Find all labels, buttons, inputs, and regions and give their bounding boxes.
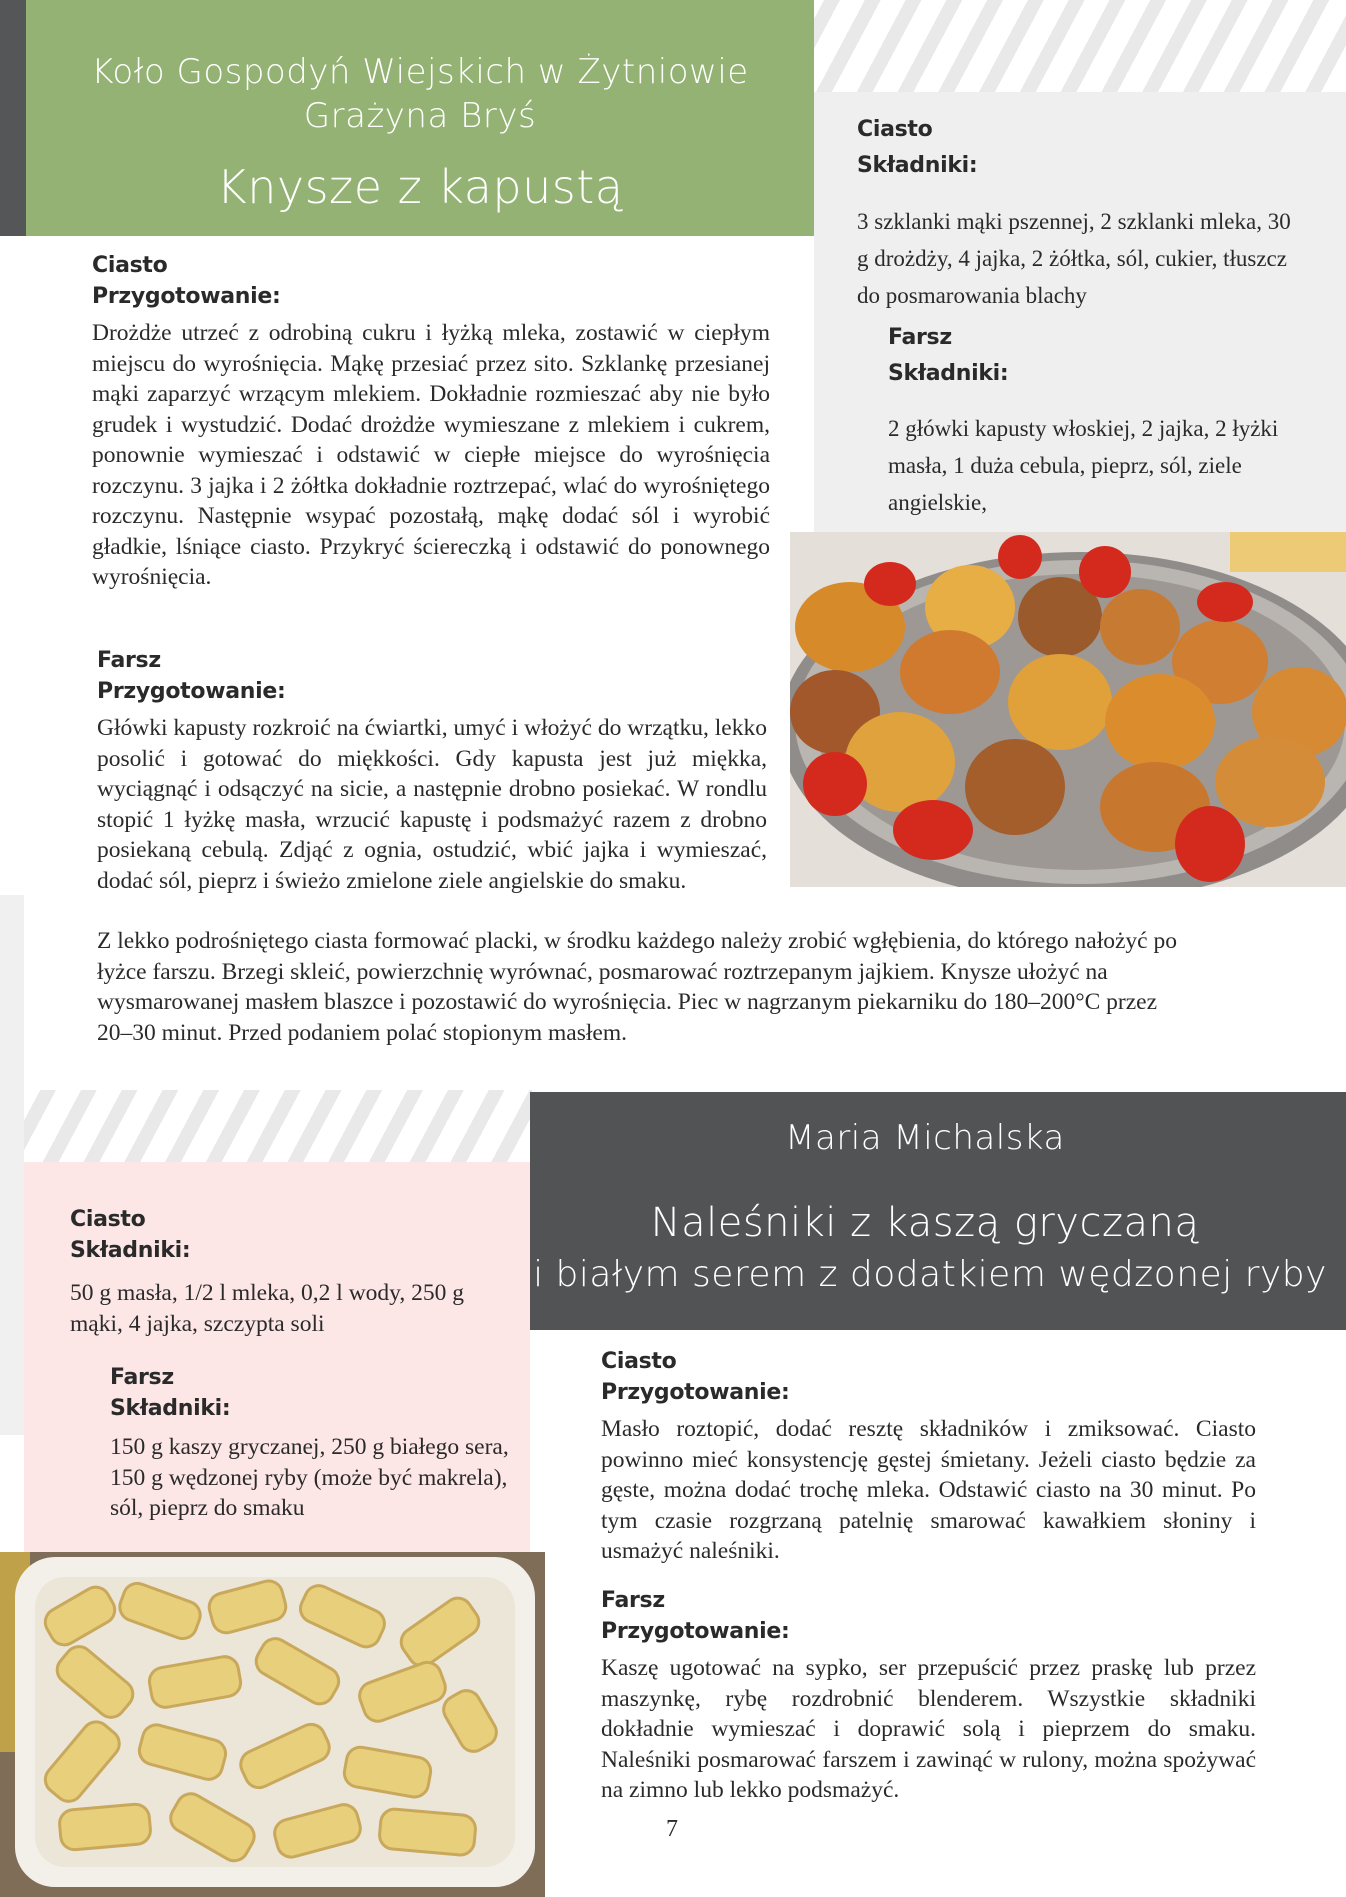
recipe1-filling-ingredients-section: Farsz bbox=[888, 325, 952, 350]
recipe2-filling-ingredients-text: 150 g kaszy gryczanej, 250 g białego sera, 150 g wędzonej ryby (może być makrela), sól, pieprz do smaku bbox=[110, 1434, 509, 1521]
recipe1-dough-prep-text: Drożdże utrzeć z odrobiną cukru i łyżką mleka, zostawić w ciepłym miejscu do wyrośnięcia. Mąkę przesiać przez sito. Szklankę przesianej mąki zaparzyć wrzącym mlekiem. Dokładnie rozmieszać aby nie było grudek i wystudzić. Dodać drożdże wymieszane z mlekiem i cukrem, ponownie wymieszać i odstawić w ciepłe miejsce do wyrośnięcia rozczynu. 3 jajka i 2 żółtka dokładnie roztrzepać, wlać do wyrośniętego rozczynu. Następnie wsypać pozostałą, mąkę dodać sól i wyrobić gładkie, lśniące ciasto. Przykryć ściereczką i odstawić do ponownego wyrośnięcia. bbox=[92, 320, 770, 590]
knysze-photo bbox=[790, 532, 1346, 887]
recipe2-filling-prep-section: Farsz bbox=[601, 1588, 665, 1613]
left-edge-bar-lower bbox=[0, 895, 24, 1435]
knysze-illustration bbox=[790, 532, 1346, 887]
top-stripe-band bbox=[810, 0, 1346, 92]
recipe1-dough-ingredients-text: 3 szklanki mąki pszennej, 2 szklanki mleka, 30 g drożdży, 4 jajka, 2 żółtka, sól, cukier, tłuszcz do posmarowania blachy bbox=[857, 209, 1291, 308]
nalesniki-illustration bbox=[0, 1552, 545, 1897]
recipe2-dough-ingredients-section: Ciasto bbox=[70, 1207, 146, 1232]
recipe1-filling-prep-label: Przygotowanie: bbox=[97, 679, 286, 704]
recipe1-dough-prep-label: Przygotowanie: bbox=[92, 284, 281, 309]
page-number: 7 bbox=[666, 1816, 678, 1842]
recipe2-dough-prep-section: Ciasto bbox=[601, 1349, 677, 1374]
recipe2-dough-ingredients-text: 50 g masła, 1/2 l mleka, 0,2 l wody, 250 g mąki, 4 jajka, szczypta soli bbox=[70, 1280, 465, 1337]
recipe1-header bbox=[26, 0, 814, 236]
recipe1-filling-ingredients-text: 2 główki kapusty włoskiej, 2 jajka, 2 łyżki masła, 1 duża cebula, pieprz, sól, ziele angielskie, bbox=[888, 416, 1279, 515]
recipe2-filling-prep-text: Kaszę ugotować na sypko, ser przepuścić przez praskę lub przez maszynkę, rybę rozdrobnić blenderem. Wszystkie składniki dokładnie wymieszać i doprawić solą i pieprzem do smaku. Naleśniki posmarować farszem i zawinąć w rulony, można spożywać na zimno lub lekko podsmażyć. bbox=[601, 1655, 1256, 1803]
recipe1-author-line1: Koło Gospodyń Wiejskich w Żytniowie bbox=[91, 52, 749, 92]
recipe2-dough-prep-text: Masło roztopić, dodać resztę składników i zmiksować. Ciasto powinno mieć konsystencję gęstej śmietany. Jeżeli ciasto będzie za gęste, można dodać trochę mleka. Odstawić ciasto na 30 minut. Po tym czasie rozgrzaną patelnię smarować kawałkiem słoniny i usmażyć naleśniki. bbox=[601, 1416, 1256, 1564]
recipe1-ingredients-panel bbox=[814, 92, 1346, 532]
recipe1-filling-ingredients-label: Składniki: bbox=[888, 361, 1009, 386]
recipe1-dough-prep-section: Ciasto bbox=[92, 253, 168, 278]
recipe1-final-text: Z lekko podrośniętego ciasta formować placki, w środku każdego należy zrobić wgłębienia, do którego nałożyć po łyżce farszu. Brzegi skleić, powierzchnię wyrównać, posmarować roztrzepanym jajkiem. Knysze ułożyć na wysmarowanej masłem blaszce i pozostawić do wyrośnięcia. Piec w nagrzanym piekarniku do 180–200°C przez 20–30 minut. Przed podaniem polać stopionym masłem. bbox=[97, 928, 1177, 1046]
recipe2-header bbox=[530, 1092, 1346, 1330]
recipe1-dough-ingredients-label: Składniki: bbox=[857, 153, 978, 178]
recipe1-dough-ingredients-section: Ciasto bbox=[857, 117, 933, 142]
recipe1-author-line2: Grażyna Bryś bbox=[303, 96, 537, 136]
recipe1-filling-prep-text: Główki kapusty rozkroić na ćwiartki, umyć i włożyć do wrzątku, lekko posolić i gotować do miękkości. Gdy kapusta jest już miękka, wyciągnąć i odsączyć na sicie, a następnie drobno posiekać. W rondlu stopić 1 łyżkę masła, wrzucić kapustę i podsmażyć razem z drobno posiekaną cebulą. Zdjąć z ognia, ostudzić, wbić jajka i wymieszać, dodać sól, pieprz i świeżo zmielone ziele angielskie do smaku. bbox=[97, 715, 767, 894]
left-edge-bar bbox=[0, 0, 26, 236]
recipe2-author: Maria Michalska bbox=[785, 1118, 1065, 1158]
recipe1-filling-prep-section: Farsz bbox=[97, 648, 161, 673]
recipe2-filling-ingredients-label: Składniki: bbox=[110, 1396, 231, 1421]
recipe2-ingredients-panel bbox=[24, 1162, 530, 1552]
recipe2-title-line2: i białym serem z dodatkiem wędzonej ryby bbox=[533, 1254, 1327, 1295]
recipe2-dough-ingredients-label: Składniki: bbox=[70, 1238, 191, 1263]
recipe2-filling-ingredients-section: Farsz bbox=[110, 1365, 174, 1390]
middle-stripe-band bbox=[22, 1090, 532, 1162]
recipe2-filling-prep-label: Przygotowanie: bbox=[601, 1619, 790, 1644]
nalesniki-photo bbox=[0, 1552, 545, 1897]
recipe1-title: Knysze z kapustą bbox=[216, 160, 624, 214]
recipe2-dough-prep-label: Przygotowanie: bbox=[601, 1380, 790, 1405]
recipe2-title-line1: Naleśniki z kaszą gryczaną bbox=[650, 1200, 1200, 1246]
